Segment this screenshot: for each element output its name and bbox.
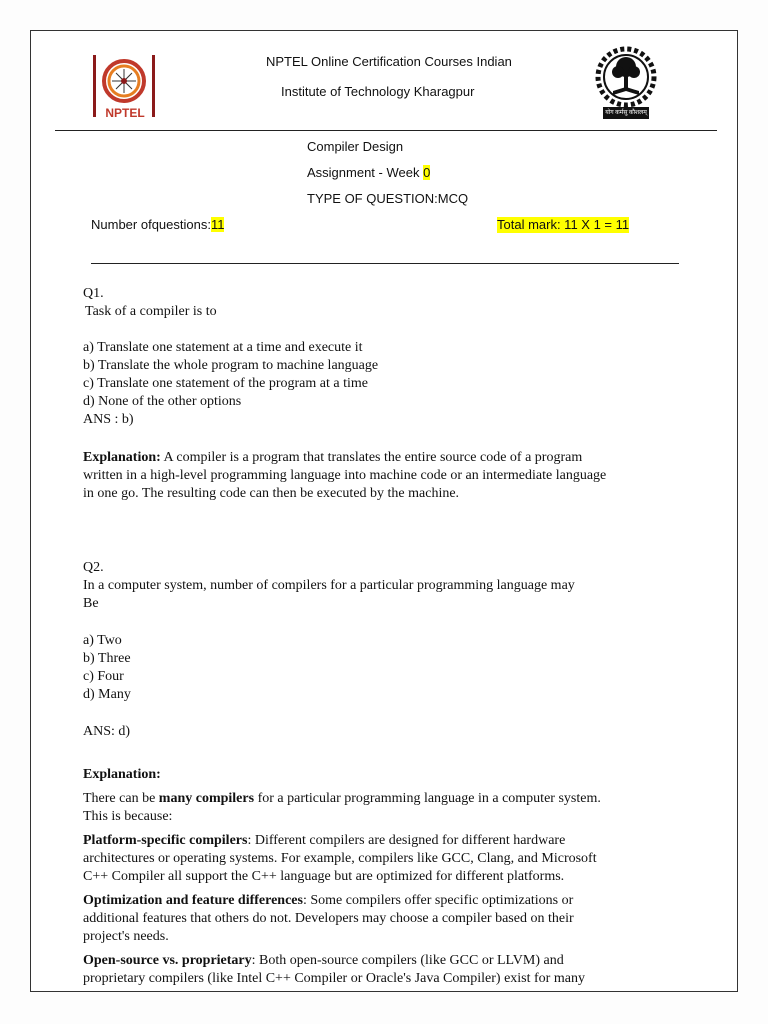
- assignment-line: [307, 165, 430, 181]
- org-name-line2: Institute of Technology Kharagpur: [281, 84, 475, 99]
- q1-explanation-text1: A compiler is a program that translates the entire source code of a program: [160, 450, 583, 465]
- q2-point3-line2: proprietary compilers (like Intel C++ Compiler or Oracle's Java Compiler) exist for many: [83, 971, 585, 986]
- q1-option-c: c) Translate one statement of the program at a time: [83, 376, 368, 391]
- q2-explanation-label: [83, 766, 161, 784]
- q2-point1-line2: architectures or operating systems. For example, compilers like GCC, Clang, and Microsoft: [83, 851, 597, 866]
- q2-point3-text1: : Both open-source compilers (like GCC or LLVM) and: [251, 953, 564, 968]
- q1-explanation-label: Explanation:: [83, 450, 161, 465]
- q2-point2-line1: [83, 892, 573, 910]
- q2-intro-bold: many compilers: [158, 791, 255, 806]
- q2-option-a: a) Two: [83, 633, 122, 648]
- q1-question: Task of a compiler is to: [85, 304, 217, 319]
- q2-option-b: b) Three: [83, 651, 131, 666]
- iit-kharagpur-logo: [591, 45, 661, 125]
- q2-question-line1: In a computer system, number of compilers for a particular programming language may: [83, 578, 575, 593]
- q2-point2-title: Optimization and feature differences: [83, 893, 303, 908]
- q2-intro-post: for a particular programming language in a computer system.: [254, 791, 601, 806]
- q2-intro-line1: [83, 790, 601, 808]
- q2-point2-text1: : Some compilers offer specific optimizations or: [302, 893, 574, 908]
- course-title: Compiler Design: [307, 139, 404, 154]
- nptel-logo: [89, 49, 159, 125]
- nptel-logo-text: NPTEL: [105, 106, 145, 120]
- q2-answer: ANS: d): [83, 724, 131, 739]
- q2-point1-line1: [83, 832, 565, 850]
- q2-explanation-label-text: Explanation:: [83, 767, 161, 782]
- total-mark: Total mark: 11 X 1 = 11: [497, 217, 630, 232]
- q2-point2-line3: project's needs.: [83, 929, 169, 944]
- q2-intro-pre: There can be: [83, 791, 159, 806]
- meta-divider: [91, 263, 679, 264]
- question-type: TYPE OF QUESTION:MCQ: [307, 191, 469, 206]
- q2-point1-title: Platform-specific compilers: [83, 833, 248, 848]
- assignment-prefix: Assignment - Week: [307, 165, 424, 180]
- q1-option-d: d) None of the other options: [83, 394, 242, 409]
- q2-point1-line3: C++ Compiler all support the C++ language but are optimized for different platforms.: [83, 869, 565, 884]
- header-divider: [55, 130, 717, 131]
- iit-logo-motto: योग कर्मसु कौशलम्: [605, 110, 647, 116]
- q2-point3-line1: [83, 952, 564, 970]
- q2-point2-line2: additional features that others do not. Developers may choose a compiler based on their: [83, 911, 574, 926]
- org-name-line1: NPTEL Online Certification Courses Indian: [266, 54, 512, 69]
- num-questions-label: Number ofquestions:: [91, 217, 211, 232]
- assignment-week: 0: [423, 165, 431, 180]
- q2-point1-text1: : Different compilers are designed for different hardware: [247, 833, 566, 848]
- q1-option-b: b) Translate the whole program to machine language: [83, 358, 379, 373]
- q2-number: Q2.: [83, 560, 104, 575]
- q1-explanation-line3: in one go. The resulting code can then be executed by the machine.: [83, 486, 460, 501]
- q1-answer: ANS : b): [83, 412, 134, 427]
- q1-explanation-line2: written in a high-level programming language into machine code or an intermediate language: [83, 468, 607, 483]
- q2-intro-line2: This is because:: [83, 809, 173, 824]
- q2-question-line2: Be: [83, 596, 99, 611]
- q1-option-a: a) Translate one statement at a time and execute it: [83, 340, 363, 355]
- q1-explanation-line1: [83, 449, 582, 467]
- num-questions: [91, 217, 224, 233]
- document-page: [30, 30, 738, 992]
- num-questions-value: 11: [210, 217, 225, 232]
- q1-number: Q1.: [83, 286, 104, 301]
- q2-option-c: c) Four: [83, 669, 124, 684]
- q2-point3-title: Open-source vs. proprietary: [83, 953, 252, 968]
- q2-option-d: d) Many: [83, 687, 131, 702]
